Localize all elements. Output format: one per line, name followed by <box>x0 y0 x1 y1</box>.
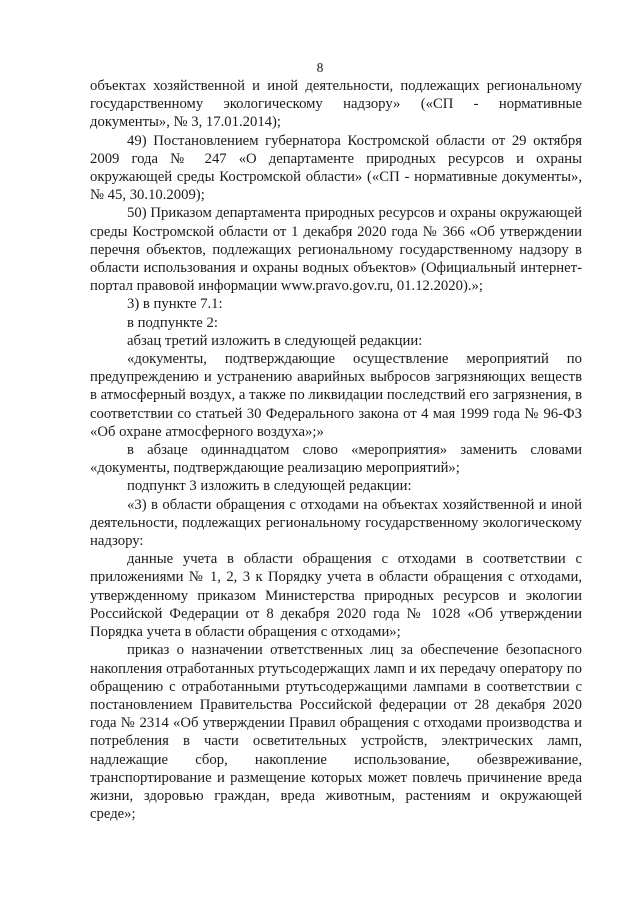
paragraph: абзац третий изложить в следующей редакции: <box>127 332 423 349</box>
paragraph: 49) Постановлением губернатора Костромской области от 29 октября 2009 года № 247 «О департаменте природных ресурсов и охраны окружающей среды Костромской области» («СП - нормативные документы», № 45, 30.10.2009); <box>90 132 582 204</box>
page-number: 8 <box>316 60 324 75</box>
paragraph: 3) в пункте 7.1: <box>127 296 223 313</box>
paragraph: 50) Приказом департамента природных ресурсов и охраны окружающей среды Костромской области от 1 декабря 2020 года № 366 «Об утверждении перечня объектов, подлежащих региональному государственному надзору в области использования и охраны водных объектов» (Официальный интернет-портал правовой информации www.pravo.gov.ru, 01.12.2020).»; <box>90 205 582 295</box>
paragraph: данные учета в области обращения с отходами в соответствии с приложениями № 1, 2, 3 к Порядку учета в области обращения с отходами, утвержденному приказом Министерства природных ресурсов и экологии Российской Федерации от 8 декабря 2020 года № 1028 «Об утверждении Порядка учета в области обращения с отходами»; <box>90 551 582 641</box>
paragraph: в подпункте 2: <box>127 314 218 331</box>
paragraph: приказ о назначении ответственных лиц за обеспечение безопасного накопления отработанных ртутьсодержащих ламп и их передачу оператору по обращению с отработанными ртутьсодержащими лампами в соответствии с постановлением Правительства Российской федерации от 28 декабря 2020 года № 2314 «Об утверждении Правил обращения с отходами производства и потребления в части осветительных устройств, электрических ламп, надлежащие сбор, накопление использование, обезвреживание, транспортирование и размещение которых может повлечь причинение вреда жизни, здоровью граждан, вреда животным, растениям и окружающей среде»; <box>90 642 582 823</box>
paragraph: в абзаце одиннадцатом слово «мероприятия» заменить словами «документы, подтверждающие реализацию мероприятий»; <box>90 442 582 477</box>
paragraph: объектах хозяйственной и иной деятельности, подлежащих региональному государственному экологическому надзору» («СП - нормативные документы», № 3, 17.01.2014); <box>90 78 582 131</box>
paragraph: «3) в области обращения с отходами на объектах хозяйственной и иной деятельности, подлежащих региональному государственному экологическому надзору: <box>90 496 582 550</box>
paragraph: «документы, подтверждающие осуществление мероприятий по предупреждению и устранению аварийных выбросов загрязняющих веществ в атмосферный воздух, а также по ликвидации последствий его загрязнения, в соответствии со статьей 30 Федерального закона от 4 мая 1999 года № 96-ФЗ «Об охране атмосферного воздуха»;» <box>90 351 582 440</box>
document-body <box>90 77 582 823</box>
paragraph: подпункт 3 изложить в следующей редакции: <box>127 478 412 495</box>
